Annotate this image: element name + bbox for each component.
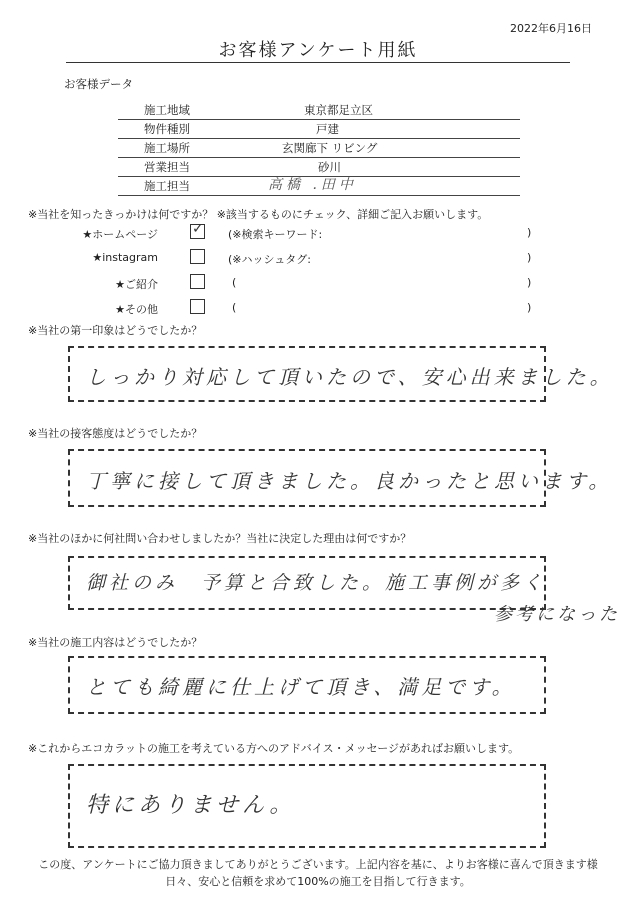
info-label: 施工地域: [144, 103, 190, 117]
detail-instagram: (※ハッシュタグ:: [228, 253, 311, 266]
footer-line: この度、アンケートにご協力頂きましてありがとうございます。上記内容を基に、よりお客様に喜んで頂きます様: [38, 858, 598, 871]
info-label: 施工場所: [144, 141, 190, 155]
detail-referral: (: [232, 276, 237, 289]
paren-close: ): [527, 276, 532, 289]
question-advice: ※これからエコカラットの施工を考えている方へのアドバイス・メッセージがあればお願いします。: [28, 742, 520, 755]
page-title: お客様アンケート用紙: [218, 40, 418, 61]
question-first-impression: ※当社の第一印象はどうでしたか？: [28, 324, 203, 337]
answer-box-reason: [68, 556, 546, 610]
answer-handwriting: とても綺麗に仕上げて頂き、満足です。: [86, 675, 516, 699]
footer-line: 日々、安心と信頼を求めて100%の施工を目指して行きます。: [165, 875, 471, 888]
footer-message: [0, 856, 636, 890]
answer-handwriting: 丁寧に接して頂きました。良かったと思います。: [86, 469, 613, 493]
info-value: 玄関廊下 リビング: [282, 141, 378, 155]
question-service: ※当社の接客態度はどうでしたか？: [28, 427, 203, 440]
checkbox-homepage[interactable]: [190, 221, 205, 239]
answer-handwriting-continued: 参考になった: [494, 604, 620, 625]
checkbox-instagram[interactable]: [190, 249, 205, 264]
answer-box-service: [68, 449, 613, 507]
survey-date: 2022年6月16日: [510, 22, 592, 35]
customer-section-heading: お客様データ: [64, 77, 133, 91]
source-label-homepage: ★ホームページ: [82, 228, 158, 241]
info-label: 施工担当: [144, 179, 190, 193]
detail-homepage: (※検索キーワード:: [228, 228, 323, 241]
info-label: 営業担当: [144, 160, 190, 174]
answer-handwriting: 御社のみ 予算と合致した。施工事例が多く: [86, 572, 547, 594]
info-value: 砂川: [318, 160, 341, 174]
paren-close: ): [527, 301, 532, 314]
source-label-instagram: ★instagram: [92, 251, 158, 264]
checkbox-other[interactable]: [190, 299, 205, 314]
answer-box-first-impression: [68, 346, 614, 402]
title-underline: [66, 62, 570, 63]
info-value: 戸建: [316, 122, 339, 136]
info-row-installer: [118, 176, 520, 196]
answer-box-advice: [68, 764, 546, 848]
installer-handwriting: 高橋 .田中: [268, 177, 357, 193]
source-label-other: ★その他: [115, 303, 158, 316]
paren-close: ): [527, 251, 532, 264]
answer-handwriting: 特にありません。: [86, 793, 296, 818]
answer-box-workmanship: [68, 656, 546, 714]
answer-handwriting: しっかり対応して頂いたので、安心出来ました。: [86, 365, 614, 389]
question-workmanship: ※当社の施工内容はどうでしたか？: [28, 636, 203, 649]
info-row-location: [118, 138, 520, 158]
paren-close: ): [527, 226, 532, 239]
info-label: 物件種別: [144, 122, 190, 136]
checkbox-referral[interactable]: [190, 274, 205, 289]
source-label-referral: ★ご紹介: [115, 278, 158, 291]
detail-other: (: [232, 301, 237, 314]
check-mark-icon: ✓: [192, 221, 204, 237]
info-row-area: [118, 100, 520, 120]
info-value: 東京都足立区: [304, 103, 373, 117]
question-reason: ※当社のほかに何社問い合わせしましたか？当社に決定した理由は何ですか？: [28, 532, 412, 545]
question-source: ※当社を知ったきっかけは何ですか？ ※該当するものにチェック、詳細ご記入お願いします。: [28, 208, 489, 221]
info-row-type: [118, 119, 520, 139]
